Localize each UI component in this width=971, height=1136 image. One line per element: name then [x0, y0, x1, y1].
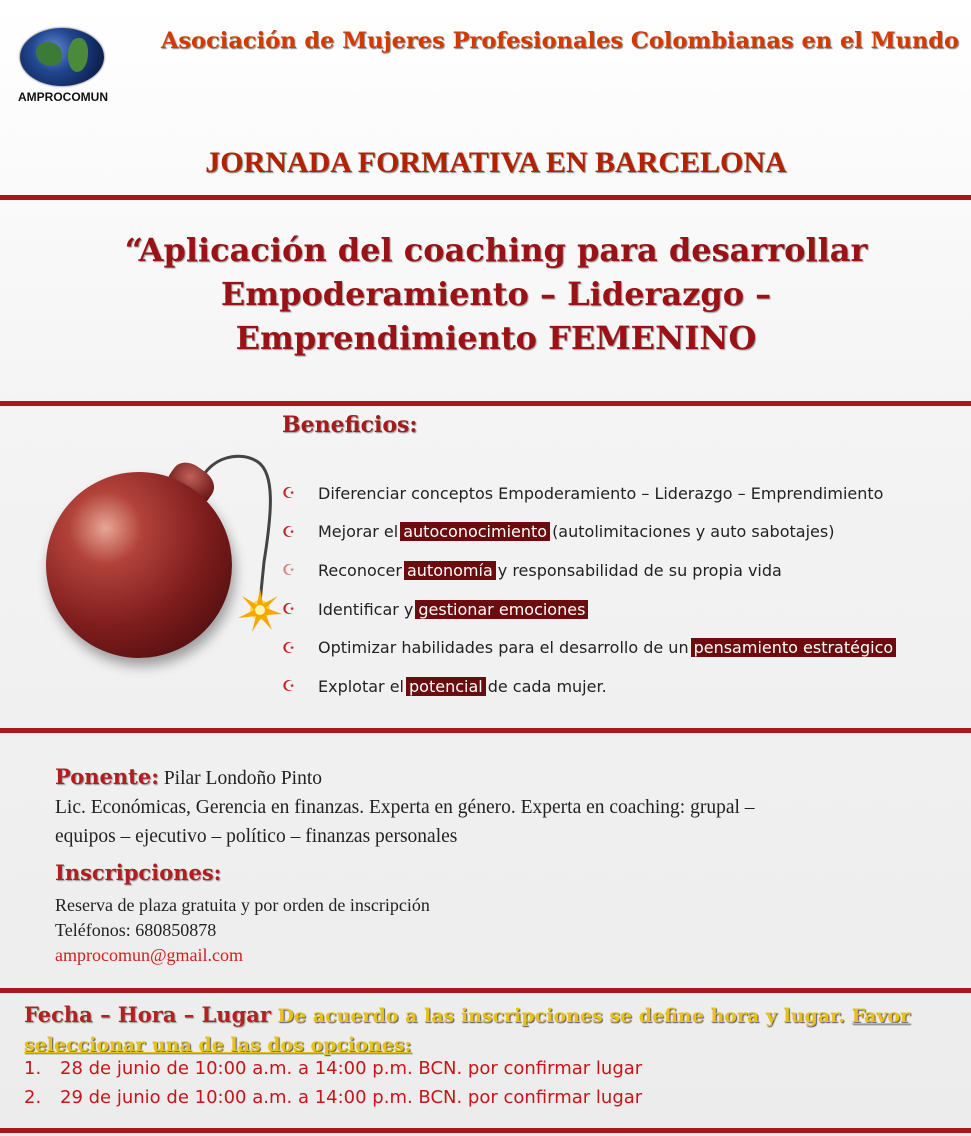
- organization-name: Asociación de Mujeres Profesionales Colombianas en el Mundo: [160, 28, 960, 54]
- benefits-heading: Beneficios:: [282, 412, 418, 438]
- divider: [0, 401, 971, 406]
- bullet-icon: ☪: [282, 561, 296, 580]
- divider: [0, 988, 971, 993]
- bullet-icon: ☪: [282, 484, 296, 503]
- speaker-bio: Lic. Económicas, Gerencia en finanzas. Experta en género. Experta en coaching: grupal –: [55, 797, 755, 818]
- bullet-icon: ☪: [282, 677, 296, 696]
- bullet-icon: ☪: [282, 522, 296, 541]
- registration-label: Inscripciones:: [55, 860, 222, 885]
- divider: [0, 728, 971, 733]
- schedule-note: De acuerdo a las inscripciones se define hora y lugar. Favor seleccionar una de las dos opciones:: [24, 1005, 911, 1056]
- registration-info: Reserva de plaza gratuita y por orden de inscripción Teléfonos: 680850878 amprocomun@gmail.com: [55, 893, 430, 968]
- list-item: ☪ Identificar y gestionar emociones: [282, 590, 962, 629]
- list-item: ☪ Reconocer autonomía y responsabilidad de su propia vida: [282, 560, 782, 580]
- speaker-bio: equipos – ejecutivo – político – finanzas personales: [55, 826, 458, 847]
- email-link[interactable]: amprocomun@gmail.com: [55, 945, 244, 965]
- globe-icon: [20, 28, 104, 86]
- speaker-section: [55, 762, 965, 851]
- amprocomun-logo: [18, 28, 108, 108]
- divider: [0, 195, 971, 200]
- phone-number: Teléfonos: 680850878: [55, 920, 217, 940]
- bullet-icon: ☪: [282, 638, 296, 657]
- list-item: ☪ Explotar el potencial de cada mujer.: [282, 676, 607, 696]
- event-title: “Aplicación del coaching para desarrollar Empoderamiento – Liderazgo – Emprendimiento FEMENINO: [124, 231, 868, 357]
- speaker-name: Pilar Londoño Pinto: [158, 768, 322, 789]
- speaker-label: Ponente:: [55, 764, 159, 789]
- benefits-list: [282, 474, 962, 706]
- logo-text: AMPROCOMUN: [18, 90, 108, 104]
- schedule-options: [24, 1058, 642, 1116]
- list-item: ☪ Diferenciar conceptos Empoderamiento – Liderazgo – Emprendimiento: [282, 483, 884, 503]
- list-item: ☪ Mejorar el autoconocimiento (autolimitaciones y auto sabotajes): [282, 522, 835, 542]
- list-item: ☪ Optimizar habilidades para el desarrollo de un pensamiento estratégico: [282, 628, 962, 667]
- list-item: 1. 28 de junio de 10:00 a.m. a 14:00 p.m. BCN. por confirmar lugar: [24, 1058, 643, 1079]
- event-heading: JORNADA FORMATIVA EN BARCELONA: [205, 146, 787, 179]
- bullet-icon: ☪: [282, 600, 296, 619]
- divider: [0, 1128, 971, 1133]
- schedule-section: [24, 1000, 959, 1060]
- bomb-icon: [40, 452, 290, 667]
- list-item: 2. 29 de junio de 10:00 a.m. a 14:00 p.m. BCN. por confirmar lugar: [24, 1087, 643, 1108]
- schedule-label: Fecha – Hora – Lugar: [24, 1002, 271, 1027]
